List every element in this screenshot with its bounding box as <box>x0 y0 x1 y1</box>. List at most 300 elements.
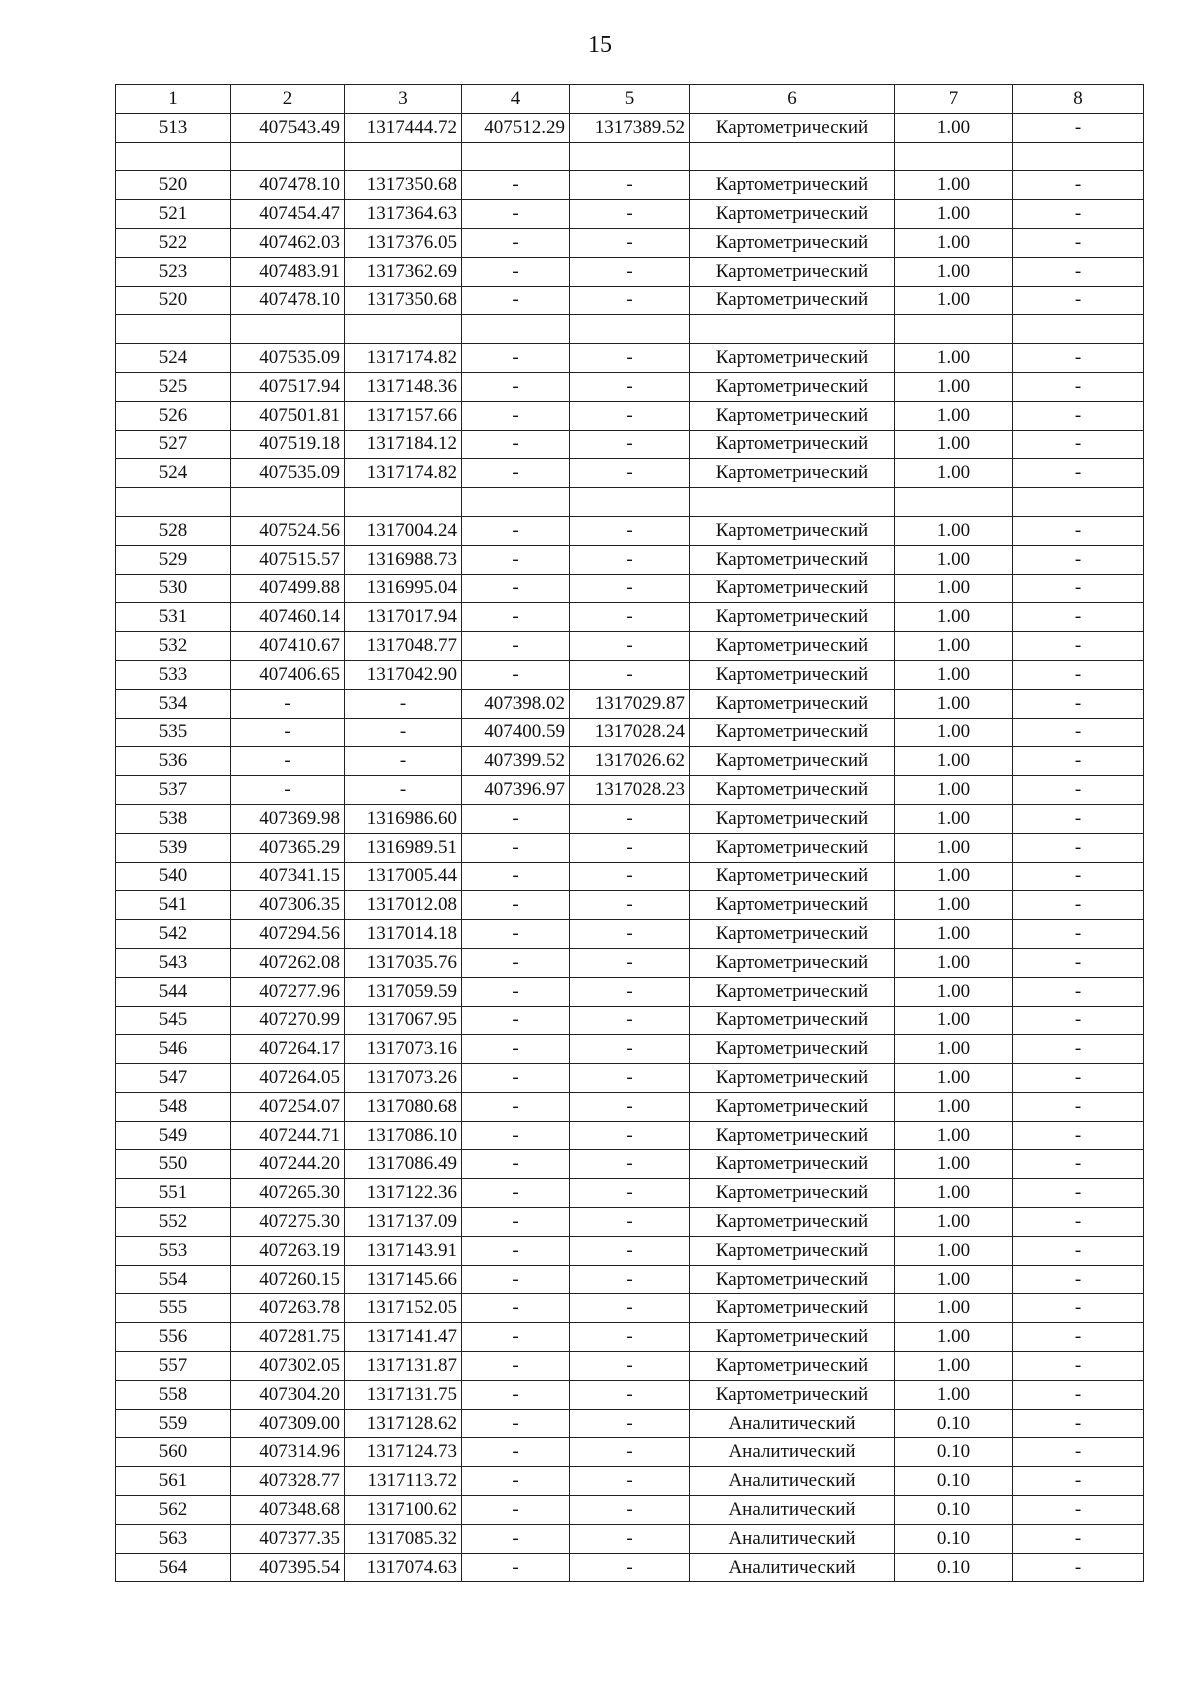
point-number-cell: 551 <box>116 1179 231 1208</box>
y-coordinate-cell: 1317174.82 <box>345 459 462 488</box>
y-coordinate-cell: - <box>345 689 462 718</box>
y-coordinate-cell: 1317017.94 <box>345 603 462 632</box>
table-row <box>116 1064 1144 1093</box>
table-row <box>116 113 1144 142</box>
accuracy-cell: 1.00 <box>895 660 1013 689</box>
x2-coordinate-cell: - <box>462 1006 570 1035</box>
note-cell: - <box>1013 1496 1144 1525</box>
method-cell: Картометрический <box>690 1121 895 1150</box>
accuracy-cell: 1.00 <box>895 1380 1013 1409</box>
method-cell: Аналитический <box>690 1496 895 1525</box>
y2-coordinate-cell: - <box>570 660 690 689</box>
y2-coordinate-cell: - <box>570 1524 690 1553</box>
table-row <box>116 1323 1144 1352</box>
note-cell: - <box>1013 747 1144 776</box>
method-cell: Аналитический <box>690 1467 895 1496</box>
x-coordinate-cell: 407535.09 <box>231 459 345 488</box>
method-cell: Картометрический <box>690 200 895 229</box>
point-number-cell <box>116 315 231 344</box>
accuracy-cell: 1.00 <box>895 776 1013 805</box>
table-row <box>116 372 1144 401</box>
table-row <box>116 920 1144 949</box>
method-cell: Картометрический <box>690 833 895 862</box>
point-number-cell: 532 <box>116 632 231 661</box>
point-number-cell: 528 <box>116 516 231 545</box>
table-row <box>116 1179 1144 1208</box>
method-cell: Картометрический <box>690 1294 895 1323</box>
point-number-cell: 539 <box>116 833 231 862</box>
accuracy-cell: 1.00 <box>895 1265 1013 1294</box>
point-number-cell: 524 <box>116 344 231 373</box>
point-number-cell: 527 <box>116 430 231 459</box>
x-coordinate-cell: 407275.30 <box>231 1208 345 1237</box>
table-row <box>116 1121 1144 1150</box>
point-number-cell: 547 <box>116 1064 231 1093</box>
point-number-cell: 559 <box>116 1409 231 1438</box>
accuracy-cell: 1.00 <box>895 286 1013 315</box>
y-coordinate-cell: 1317364.63 <box>345 200 462 229</box>
x-coordinate-cell: 407524.56 <box>231 516 345 545</box>
column-header: 7 <box>895 85 1013 114</box>
column-header: 2 <box>231 85 345 114</box>
note-cell: - <box>1013 1467 1144 1496</box>
x-coordinate-cell: 407454.47 <box>231 200 345 229</box>
x-coordinate-cell: 407309.00 <box>231 1409 345 1438</box>
y-coordinate-cell: 1317014.18 <box>345 920 462 949</box>
point-number-cell: 543 <box>116 948 231 977</box>
point-number-cell: 560 <box>116 1438 231 1467</box>
x-coordinate-cell: 407270.99 <box>231 1006 345 1035</box>
x2-coordinate-cell: - <box>462 1438 570 1467</box>
accuracy-cell: 1.00 <box>895 516 1013 545</box>
x2-coordinate-cell: - <box>462 891 570 920</box>
accuracy-cell: 1.00 <box>895 401 1013 430</box>
table-row <box>116 603 1144 632</box>
table-row <box>116 689 1144 718</box>
x-coordinate-cell: 407410.67 <box>231 632 345 661</box>
y2-coordinate-cell: 1317389.52 <box>570 113 690 142</box>
table-row <box>116 171 1144 200</box>
table-row <box>116 1438 1144 1467</box>
y-coordinate-cell: 1317148.36 <box>345 372 462 401</box>
y2-coordinate-cell: - <box>570 574 690 603</box>
y-coordinate-cell: 1317074.63 <box>345 1553 462 1582</box>
x2-coordinate-cell: - <box>462 1467 570 1496</box>
note-cell: - <box>1013 257 1144 286</box>
x2-coordinate-cell <box>462 315 570 344</box>
method-cell: Картометрический <box>690 574 895 603</box>
x2-coordinate-cell: - <box>462 545 570 574</box>
note-cell: - <box>1013 948 1144 977</box>
y2-coordinate-cell: - <box>570 459 690 488</box>
y2-coordinate-cell: - <box>570 430 690 459</box>
coordinates-table <box>115 84 1144 1582</box>
point-number-cell: 513 <box>116 113 231 142</box>
x2-coordinate-cell: - <box>462 171 570 200</box>
y-coordinate-cell: 1317444.72 <box>345 113 462 142</box>
x-coordinate-cell: 407281.75 <box>231 1323 345 1352</box>
y-coordinate-cell <box>345 488 462 517</box>
note-cell: - <box>1013 459 1144 488</box>
x-coordinate-cell: 407478.10 <box>231 171 345 200</box>
y2-coordinate-cell: - <box>570 1323 690 1352</box>
table-row <box>116 344 1144 373</box>
note-cell <box>1013 315 1144 344</box>
accuracy-cell: 1.00 <box>895 113 1013 142</box>
y-coordinate-cell: 1317152.05 <box>345 1294 462 1323</box>
accuracy-cell <box>895 315 1013 344</box>
y-coordinate-cell: 1317073.26 <box>345 1064 462 1093</box>
table-body <box>116 85 1144 1582</box>
point-number-cell: 562 <box>116 1496 231 1525</box>
x-coordinate-cell: 407260.15 <box>231 1265 345 1294</box>
table-row <box>116 833 1144 862</box>
note-cell: - <box>1013 286 1144 315</box>
table-row <box>116 660 1144 689</box>
table-row <box>116 1553 1144 1582</box>
note-cell: - <box>1013 689 1144 718</box>
note-cell: - <box>1013 1438 1144 1467</box>
method-cell: Картометрический <box>690 747 895 776</box>
x2-coordinate-cell: - <box>462 344 570 373</box>
table-row <box>116 142 1144 171</box>
x2-coordinate-cell: - <box>462 1179 570 1208</box>
accuracy-cell: 0.10 <box>895 1496 1013 1525</box>
column-header: 8 <box>1013 85 1144 114</box>
y-coordinate-cell: 1316989.51 <box>345 833 462 862</box>
table-row <box>116 776 1144 805</box>
note-cell: - <box>1013 603 1144 632</box>
note-cell: - <box>1013 1409 1144 1438</box>
point-number-cell: 530 <box>116 574 231 603</box>
note-cell: - <box>1013 1179 1144 1208</box>
accuracy-cell: 0.10 <box>895 1467 1013 1496</box>
note-cell <box>1013 488 1144 517</box>
x2-coordinate-cell: - <box>462 1265 570 1294</box>
table-row <box>116 1294 1144 1323</box>
x-coordinate-cell: 407501.81 <box>231 401 345 430</box>
y2-coordinate-cell: - <box>570 545 690 574</box>
x2-coordinate-cell: - <box>462 1524 570 1553</box>
table-row <box>116 1006 1144 1035</box>
x-coordinate-cell: 407265.30 <box>231 1179 345 1208</box>
accuracy-cell: 1.00 <box>895 948 1013 977</box>
x2-coordinate-cell: - <box>462 1553 570 1582</box>
x2-coordinate-cell: 407400.59 <box>462 718 570 747</box>
note-cell: - <box>1013 1208 1144 1237</box>
y-coordinate-cell: 1317086.49 <box>345 1150 462 1179</box>
x-coordinate-cell: 407263.19 <box>231 1236 345 1265</box>
table-row <box>116 804 1144 833</box>
x-coordinate-cell: 407483.91 <box>231 257 345 286</box>
accuracy-cell: 1.00 <box>895 1150 1013 1179</box>
x2-coordinate-cell: - <box>462 603 570 632</box>
x-coordinate-cell: 407263.78 <box>231 1294 345 1323</box>
method-cell: Картометрический <box>690 286 895 315</box>
y2-coordinate-cell: - <box>570 891 690 920</box>
x-coordinate-cell: 407499.88 <box>231 574 345 603</box>
accuracy-cell: 0.10 <box>895 1438 1013 1467</box>
table-row <box>116 401 1144 430</box>
y-coordinate-cell: 1317137.09 <box>345 1208 462 1237</box>
method-cell: Картометрический <box>690 891 895 920</box>
y2-coordinate-cell: - <box>570 1150 690 1179</box>
point-number-cell: 561 <box>116 1467 231 1496</box>
method-cell: Картометрический <box>690 171 895 200</box>
y2-coordinate-cell: - <box>570 1265 690 1294</box>
x-coordinate-cell: 407341.15 <box>231 862 345 891</box>
table-row <box>116 1496 1144 1525</box>
x2-coordinate-cell: - <box>462 632 570 661</box>
note-cell: - <box>1013 920 1144 949</box>
table-row <box>116 459 1144 488</box>
note-cell: - <box>1013 1150 1144 1179</box>
point-number-cell: 533 <box>116 660 231 689</box>
y2-coordinate-cell: - <box>570 862 690 891</box>
x2-coordinate-cell: 407512.29 <box>462 113 570 142</box>
table-row <box>116 1035 1144 1064</box>
accuracy-cell: 1.00 <box>895 1179 1013 1208</box>
x2-coordinate-cell: - <box>462 200 570 229</box>
page-number: 15 <box>588 32 612 58</box>
x2-coordinate-cell: - <box>462 286 570 315</box>
x-coordinate-cell <box>231 142 345 171</box>
y2-coordinate-cell <box>570 142 690 171</box>
y2-coordinate-cell: - <box>570 1064 690 1093</box>
accuracy-cell <box>895 142 1013 171</box>
y-coordinate-cell: 1317350.68 <box>345 286 462 315</box>
accuracy-cell: 1.00 <box>895 747 1013 776</box>
y-coordinate-cell: 1317073.16 <box>345 1035 462 1064</box>
y2-coordinate-cell: - <box>570 1380 690 1409</box>
x-coordinate-cell: 407478.10 <box>231 286 345 315</box>
x2-coordinate-cell: - <box>462 1294 570 1323</box>
x2-coordinate-cell: - <box>462 1092 570 1121</box>
y2-coordinate-cell: - <box>570 833 690 862</box>
x-coordinate-cell: 407328.77 <box>231 1467 345 1496</box>
x-coordinate-cell: 407244.20 <box>231 1150 345 1179</box>
x-coordinate-cell: 407365.29 <box>231 833 345 862</box>
method-cell: Картометрический <box>690 1006 895 1035</box>
y-coordinate-cell <box>345 315 462 344</box>
note-cell: - <box>1013 833 1144 862</box>
y-coordinate-cell: - <box>345 747 462 776</box>
table-row <box>116 718 1144 747</box>
y-coordinate-cell: - <box>345 776 462 805</box>
y2-coordinate-cell: - <box>570 1467 690 1496</box>
x-coordinate-cell: 407306.35 <box>231 891 345 920</box>
x-coordinate-cell: 407244.71 <box>231 1121 345 1150</box>
y-coordinate-cell: - <box>345 718 462 747</box>
y2-coordinate-cell: - <box>570 1294 690 1323</box>
y2-coordinate-cell: - <box>570 1409 690 1438</box>
method-cell: Картометрический <box>690 113 895 142</box>
x2-coordinate-cell: - <box>462 1150 570 1179</box>
note-cell: - <box>1013 200 1144 229</box>
y-coordinate-cell: 1317035.76 <box>345 948 462 977</box>
note-cell: - <box>1013 228 1144 257</box>
accuracy-cell <box>895 488 1013 517</box>
method-cell: Картометрический <box>690 603 895 632</box>
table-row <box>116 1208 1144 1237</box>
y-coordinate-cell: 1317376.05 <box>345 228 462 257</box>
table-row <box>116 574 1144 603</box>
x2-coordinate-cell: 407398.02 <box>462 689 570 718</box>
y-coordinate-cell: 1317184.12 <box>345 430 462 459</box>
note-cell: - <box>1013 776 1144 805</box>
y-coordinate-cell: 1317362.69 <box>345 257 462 286</box>
accuracy-cell: 1.00 <box>895 833 1013 862</box>
note-cell: - <box>1013 1064 1144 1093</box>
x-coordinate-cell: 407277.96 <box>231 977 345 1006</box>
table-row <box>116 516 1144 545</box>
column-header: 1 <box>116 85 231 114</box>
method-cell: Картометрический <box>690 862 895 891</box>
method-cell: Аналитический <box>690 1553 895 1582</box>
x2-coordinate-cell: - <box>462 430 570 459</box>
x-coordinate-cell: 407262.08 <box>231 948 345 977</box>
note-cell: - <box>1013 113 1144 142</box>
x2-coordinate-cell: 407399.52 <box>462 747 570 776</box>
y2-coordinate-cell: - <box>570 948 690 977</box>
y-coordinate-cell: 1317131.87 <box>345 1352 462 1381</box>
x-coordinate-cell: 407294.56 <box>231 920 345 949</box>
y-coordinate-cell: 1317122.36 <box>345 1179 462 1208</box>
x-coordinate-cell: - <box>231 776 345 805</box>
method-cell: Картометрический <box>690 660 895 689</box>
table-row <box>116 1524 1144 1553</box>
x-coordinate-cell <box>231 315 345 344</box>
table-row <box>116 430 1144 459</box>
x-coordinate-cell: - <box>231 689 345 718</box>
y2-coordinate-cell: - <box>570 171 690 200</box>
y-coordinate-cell: 1317128.62 <box>345 1409 462 1438</box>
table-row <box>116 1352 1144 1381</box>
x2-coordinate-cell: - <box>462 1496 570 1525</box>
y-coordinate-cell: 1317143.91 <box>345 1236 462 1265</box>
x-coordinate-cell: 407264.17 <box>231 1035 345 1064</box>
accuracy-cell: 0.10 <box>895 1409 1013 1438</box>
method-cell: Картометрический <box>690 1064 895 1093</box>
x-coordinate-cell: 407515.57 <box>231 545 345 574</box>
x-coordinate-cell: 407460.14 <box>231 603 345 632</box>
method-cell: Картометрический <box>690 1150 895 1179</box>
point-number-cell: 529 <box>116 545 231 574</box>
table-row <box>116 315 1144 344</box>
y2-coordinate-cell: - <box>570 372 690 401</box>
note-cell: - <box>1013 171 1144 200</box>
x2-coordinate-cell: - <box>462 920 570 949</box>
method-cell: Картометрический <box>690 372 895 401</box>
y2-coordinate-cell: - <box>570 1496 690 1525</box>
y2-coordinate-cell: - <box>570 228 690 257</box>
y-coordinate-cell: 1317350.68 <box>345 171 462 200</box>
table-row <box>116 632 1144 661</box>
table-row <box>116 200 1144 229</box>
note-cell: - <box>1013 372 1144 401</box>
note-cell: - <box>1013 862 1144 891</box>
y-coordinate-cell: 1317067.95 <box>345 1006 462 1035</box>
y-coordinate-cell: 1317113.72 <box>345 1467 462 1496</box>
note-cell: - <box>1013 1352 1144 1381</box>
table-row <box>116 488 1144 517</box>
point-number-cell: 523 <box>116 257 231 286</box>
note-cell: - <box>1013 401 1144 430</box>
x2-coordinate-cell: - <box>462 1121 570 1150</box>
point-number-cell: 554 <box>116 1265 231 1294</box>
x-coordinate-cell: 407304.20 <box>231 1380 345 1409</box>
y2-coordinate-cell: - <box>570 804 690 833</box>
table-row <box>116 1467 1144 1496</box>
accuracy-cell: 1.00 <box>895 891 1013 920</box>
method-cell: Картометрический <box>690 1265 895 1294</box>
column-header: 5 <box>570 85 690 114</box>
y2-coordinate-cell: - <box>570 1236 690 1265</box>
column-header: 6 <box>690 85 895 114</box>
method-cell: Картометрический <box>690 401 895 430</box>
note-cell: - <box>1013 1294 1144 1323</box>
y-coordinate-cell: 1317141.47 <box>345 1323 462 1352</box>
point-number-cell: 540 <box>116 862 231 891</box>
y2-coordinate-cell: - <box>570 632 690 661</box>
x2-coordinate-cell: - <box>462 1380 570 1409</box>
x2-coordinate-cell <box>462 142 570 171</box>
x2-coordinate-cell: - <box>462 516 570 545</box>
note-cell: - <box>1013 891 1144 920</box>
method-cell: Картометрический <box>690 545 895 574</box>
column-header: 3 <box>345 85 462 114</box>
method-cell: Картометрический <box>690 977 895 1006</box>
method-cell: Картометрический <box>690 1092 895 1121</box>
x-coordinate-cell: 407462.03 <box>231 228 345 257</box>
x-coordinate-cell: 407264.05 <box>231 1064 345 1093</box>
accuracy-cell: 1.00 <box>895 862 1013 891</box>
y2-coordinate-cell: - <box>570 1208 690 1237</box>
x2-coordinate-cell: - <box>462 1064 570 1093</box>
y2-coordinate-cell: - <box>570 1035 690 1064</box>
point-number-cell: 535 <box>116 718 231 747</box>
point-number-cell: 536 <box>116 747 231 776</box>
y2-coordinate-cell: - <box>570 1553 690 1582</box>
accuracy-cell: 1.00 <box>895 459 1013 488</box>
point-number-cell: 526 <box>116 401 231 430</box>
y2-coordinate-cell: 1317028.24 <box>570 718 690 747</box>
point-number-cell: 537 <box>116 776 231 805</box>
y-coordinate-cell: 1317085.32 <box>345 1524 462 1553</box>
accuracy-cell: 1.00 <box>895 344 1013 373</box>
x2-coordinate-cell: - <box>462 1236 570 1265</box>
method-cell: Картометрический <box>690 1380 895 1409</box>
method-cell: Картометрический <box>690 948 895 977</box>
y-coordinate-cell: 1317174.82 <box>345 344 462 373</box>
accuracy-cell: 1.00 <box>895 1121 1013 1150</box>
y2-coordinate-cell: 1317026.62 <box>570 747 690 776</box>
accuracy-cell: 1.00 <box>895 1035 1013 1064</box>
x-coordinate-cell: 407348.68 <box>231 1496 345 1525</box>
accuracy-cell: 1.00 <box>895 574 1013 603</box>
y-coordinate-cell: 1317100.62 <box>345 1496 462 1525</box>
y2-coordinate-cell: - <box>570 1352 690 1381</box>
note-cell: - <box>1013 430 1144 459</box>
point-number-cell: 548 <box>116 1092 231 1121</box>
accuracy-cell: 1.00 <box>895 1294 1013 1323</box>
accuracy-cell: 1.00 <box>895 1236 1013 1265</box>
table-row <box>116 1150 1144 1179</box>
method-cell: Картометрический <box>690 1236 895 1265</box>
table-row <box>116 257 1144 286</box>
y-coordinate-cell: 1317059.59 <box>345 977 462 1006</box>
x2-coordinate-cell: - <box>462 1035 570 1064</box>
